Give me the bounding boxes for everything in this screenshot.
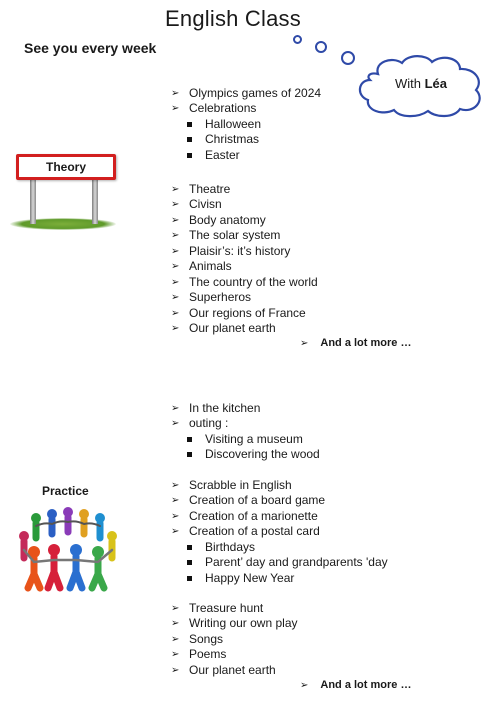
practice-list-2 [171, 478, 388, 586]
sub-list-item: Christmas [171, 132, 321, 147]
teacher-name: Léa [424, 76, 448, 91]
list-item: ➢ Celebrations [171, 101, 257, 116]
theory-list-2 [171, 182, 318, 337]
thought-bubble-medium [315, 41, 327, 53]
arrow-bullet-icon: ➢ [171, 323, 180, 335]
practice-label: Practice [42, 484, 89, 498]
sign-post-left [30, 178, 36, 224]
arrow-bullet-icon: ➢ [171, 276, 180, 288]
square-bullet-icon [187, 137, 192, 142]
arrow-bullet-icon: ➢ [171, 307, 180, 319]
arrow-bullet-icon: ➢ [171, 649, 180, 661]
practice-more-line [300, 679, 411, 691]
arrow-bullet-icon: ➢ [171, 199, 180, 211]
list-item: ➢ Songs [171, 631, 224, 646]
people-circle-icon [14, 500, 122, 597]
sub-list-item: Discovering the wood [171, 447, 320, 462]
list-item: ➢ The solar system [171, 228, 281, 243]
theory-sign [10, 152, 120, 234]
list-item: ➢ Poems [171, 647, 227, 662]
list-item: ➢ Creation of a marionette [171, 508, 318, 523]
arrow-bullet-icon: ➢ [171, 633, 180, 645]
arrow-bullet-icon: ➢ [171, 214, 180, 226]
list-item: ➢ Treasure hunt [171, 601, 264, 615]
square-bullet-icon [187, 122, 192, 127]
sub-list-item: Easter [171, 148, 321, 163]
list-item: ➢ Our planet earth [171, 662, 276, 677]
arrow-bullet-icon: ➢ [171, 603, 180, 614]
grass-patch [10, 218, 116, 230]
sub-list-item: Happy New Year [171, 571, 388, 586]
arrow-bullet-icon: ➢ [171, 230, 180, 242]
arrow-bullet-icon: ➢ [171, 292, 180, 304]
practice-more-text: And a lot more … [320, 679, 412, 691]
sub-list-item: Birthdays [171, 540, 388, 555]
theory-sign-board: Theory [16, 154, 116, 180]
practice-list-3 [171, 601, 298, 678]
square-bullet-icon [187, 153, 192, 158]
arrow-bullet-icon: ➢ [171, 103, 180, 115]
square-bullet-icon [187, 576, 192, 581]
arrow-bullet-icon: ➢ [171, 245, 180, 257]
square-bullet-icon [187, 452, 192, 457]
thought-bubble-small [293, 35, 302, 44]
cloud-text [356, 76, 486, 91]
arrow-bullet-icon: ➢ [171, 495, 180, 507]
arrow-bullet-icon: ➢ [171, 618, 180, 630]
arrow-bullet-icon: ➢ [300, 680, 309, 691]
people-circle-graphic [14, 500, 122, 592]
arrow-bullet-icon: ➢ [171, 664, 180, 676]
list-item: ➢ Creation of a postal card [171, 524, 320, 539]
sign-post-right [92, 178, 98, 224]
sub-list-item: Visiting a museum [171, 432, 320, 447]
sub-list-item: Parent’ day and grandparents 'day [171, 555, 388, 570]
arrow-bullet-icon: ➢ [171, 510, 180, 522]
list-item: ➢ Creation of a board game [171, 493, 326, 508]
back-row-people [31, 507, 105, 538]
list-item: ➢ Theatre [171, 182, 231, 196]
list-item: ➢ Our planet earth [171, 321, 276, 336]
list-item: ➢ Body anatomy [171, 212, 266, 227]
arrow-bullet-icon: ➢ [171, 403, 180, 414]
list-item: ➢ Scrabble in English [171, 478, 292, 492]
list-item: ➢ outing : [171, 416, 229, 431]
square-bullet-icon [187, 545, 192, 550]
list-item: ➢ Olympics games of 2024 [171, 86, 322, 100]
theory-more-text: And a lot more … [320, 337, 412, 349]
arrow-bullet-icon: ➢ [171, 418, 180, 430]
page-subtitle: See you every week [24, 40, 157, 56]
list-item: ➢ The country of the world [171, 274, 318, 289]
theory-more-line [300, 337, 411, 349]
list-item: ➢ Civisn [171, 197, 222, 212]
list-item: ➢ Writing our own play [171, 616, 298, 631]
cloud-prefix: With [394, 76, 425, 91]
practice-list-1 [171, 401, 320, 463]
theory-list-1 [171, 86, 321, 163]
arrow-bullet-icon: ➢ [171, 480, 180, 491]
thought-bubble-large [341, 51, 355, 65]
square-bullet-icon [187, 437, 192, 442]
square-bullet-icon [187, 560, 192, 565]
arrow-bullet-icon: ➢ [171, 88, 180, 99]
arrow-bullet-icon: ➢ [300, 338, 309, 349]
arrow-bullet-icon: ➢ [171, 261, 180, 273]
sub-list-item: Halloween [171, 117, 321, 132]
list-item: ➢ Plaisir’s: it’s history [171, 243, 291, 258]
thought-cloud [356, 54, 486, 118]
page-title: English Class [165, 6, 301, 31]
list-item: ➢ Animals [171, 259, 232, 274]
arrow-bullet-icon: ➢ [171, 184, 180, 195]
list-item: ➢ Our regions of France [171, 305, 306, 320]
list-item: ➢ In the kitchen [171, 401, 261, 415]
arrow-bullet-icon: ➢ [171, 526, 180, 538]
front-row-people [24, 544, 112, 588]
list-item: ➢ Superheros [171, 290, 252, 305]
